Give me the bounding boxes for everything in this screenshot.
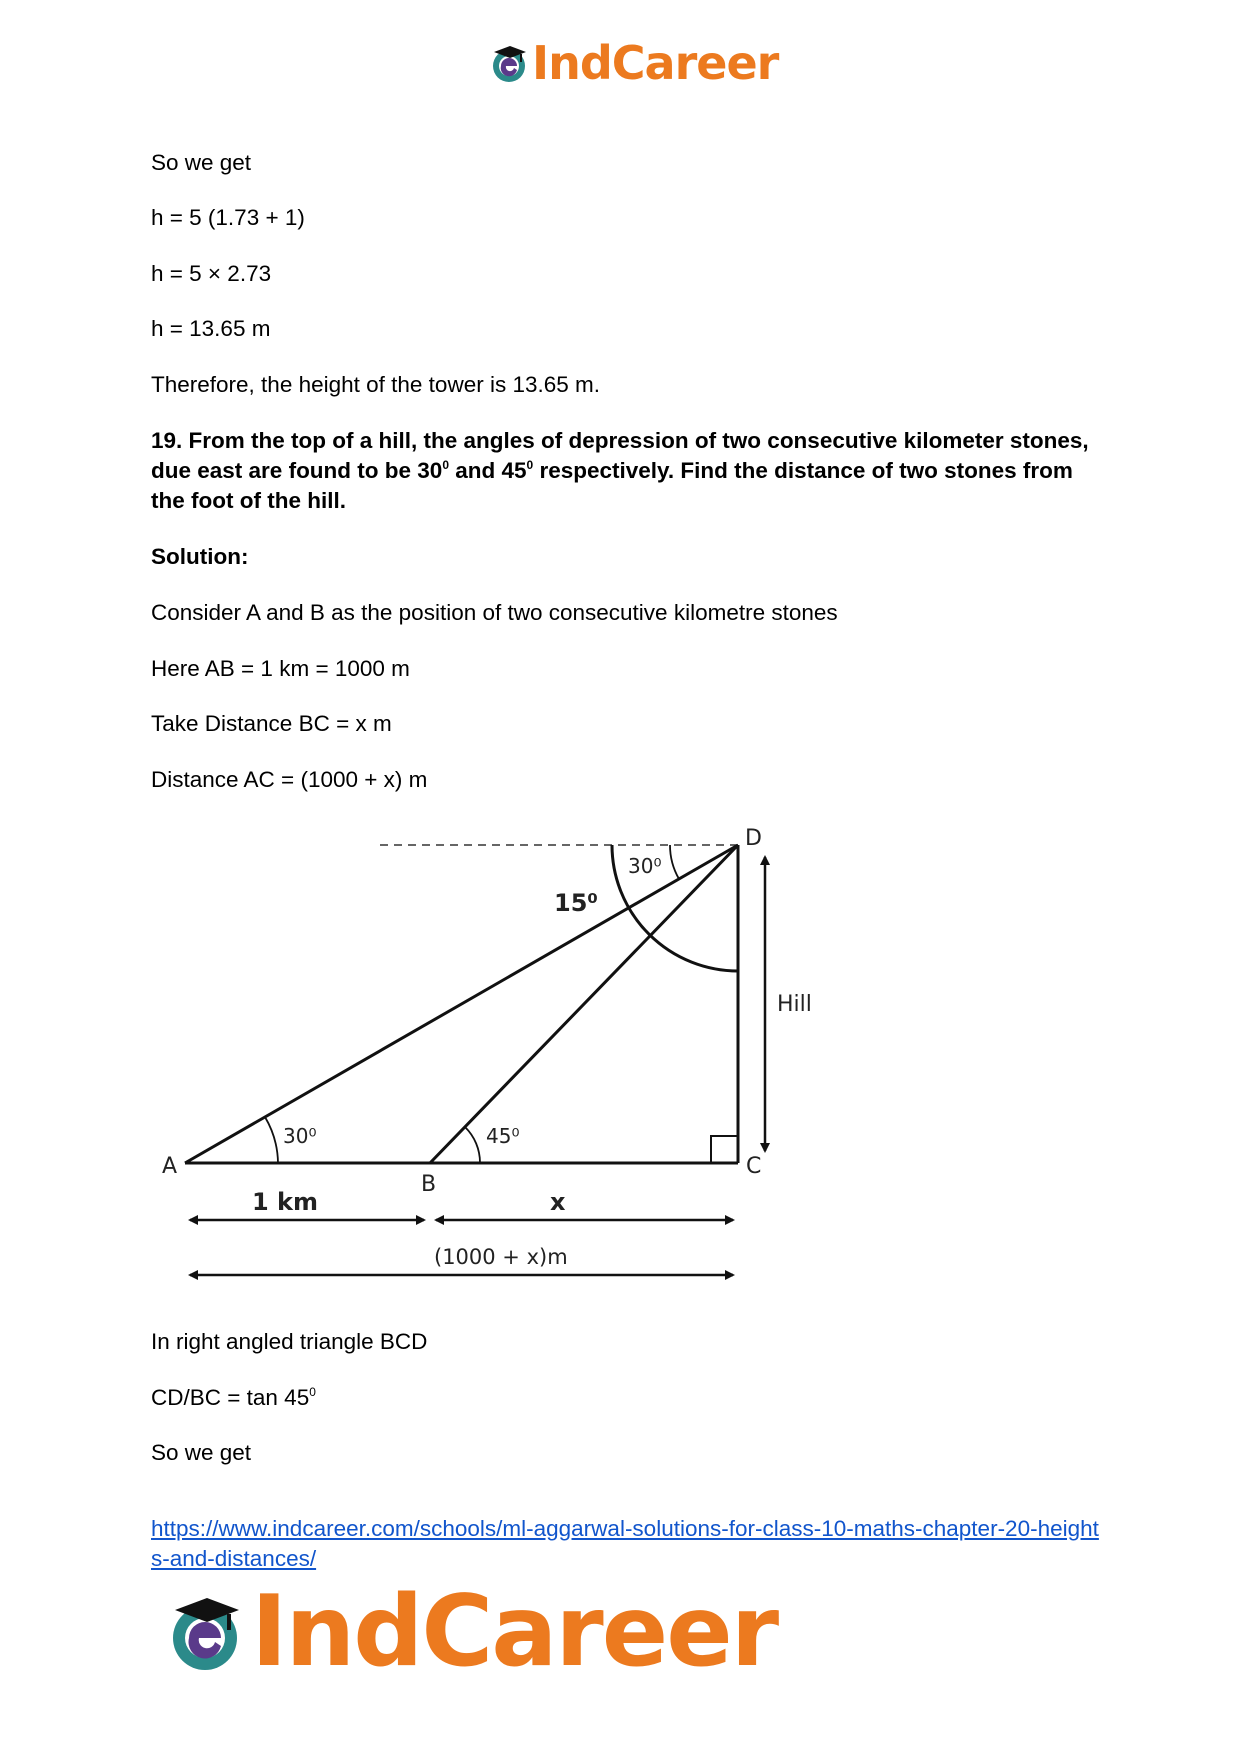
label-a: A <box>162 1154 178 1179</box>
angle-arc-d-small <box>670 845 679 879</box>
dim-label-bc: x <box>550 1188 566 1216</box>
hill-angles-diagram <box>140 815 840 1315</box>
text-line: Take Distance BC = x m <box>151 711 392 736</box>
text-line: Here AB = 1 km = 1000 m <box>151 656 410 681</box>
text-line: h = 5 × 2.73 <box>151 261 272 286</box>
text-line: h = 13.65 m <box>151 316 271 341</box>
equation-line: $CD/BC = \tan 45^0$ <box>151 1385 316 1410</box>
text-line: In right angled triangle BCD <box>151 1329 428 1354</box>
label-hill: Hill <box>777 992 812 1017</box>
graduation-globe-icon <box>488 42 530 84</box>
label-d: D <box>745 826 762 851</box>
label-c: C <box>746 1154 762 1179</box>
question-19: 19. From the top of a hill, the angles of depression of two consecutive kilometer stones, due east are found to be $30^0$ and $45^0$ respectively. Find the distance of two stones from the foot of the hill. <box>151 428 1089 513</box>
dim-label-ab: 1 km <box>252 1188 319 1216</box>
logo-text: IndCareer <box>532 36 779 90</box>
logo-text: IndCareer <box>251 1575 778 1689</box>
text-line: h = 5 (1.73 + 1) <box>151 205 305 230</box>
text-line: So we get <box>151 150 252 175</box>
text-line: So we get <box>151 1440 252 1465</box>
dim-label-ac: (1000 + x)m <box>434 1245 568 1269</box>
text-line: Distance AC = (1000 + x) m <box>151 767 428 792</box>
solution-label: Solution: <box>151 544 249 569</box>
graduation-globe-icon <box>163 1590 247 1674</box>
text-line: Consider A and B as the position of two consecutive kilometre stones <box>151 600 838 625</box>
angle-label-b: 45⁰ <box>486 1124 520 1148</box>
angle-arc-a <box>265 1117 278 1163</box>
label-b: B <box>421 1172 437 1197</box>
right-angle-mark <box>711 1136 738 1163</box>
header-logo[interactable] <box>488 36 779 90</box>
source-link[interactable]: https://www.indcareer.com/schools/ml-aggarwal-solutions-for-class-10-maths-chapter-20-heights-and-distances/ <box>151 1516 1099 1571</box>
angle-label-a: 30⁰ <box>283 1124 317 1148</box>
footer-logo[interactable] <box>163 1575 778 1689</box>
angle-arc-b <box>465 1127 480 1163</box>
line-ad <box>185 845 738 1163</box>
angle-label-d: 30⁰ <box>628 854 662 878</box>
angle-label-15: 15⁰ <box>554 889 598 917</box>
conclusion-line: Therefore, the height of the tower is 13.65 m. <box>151 372 601 397</box>
